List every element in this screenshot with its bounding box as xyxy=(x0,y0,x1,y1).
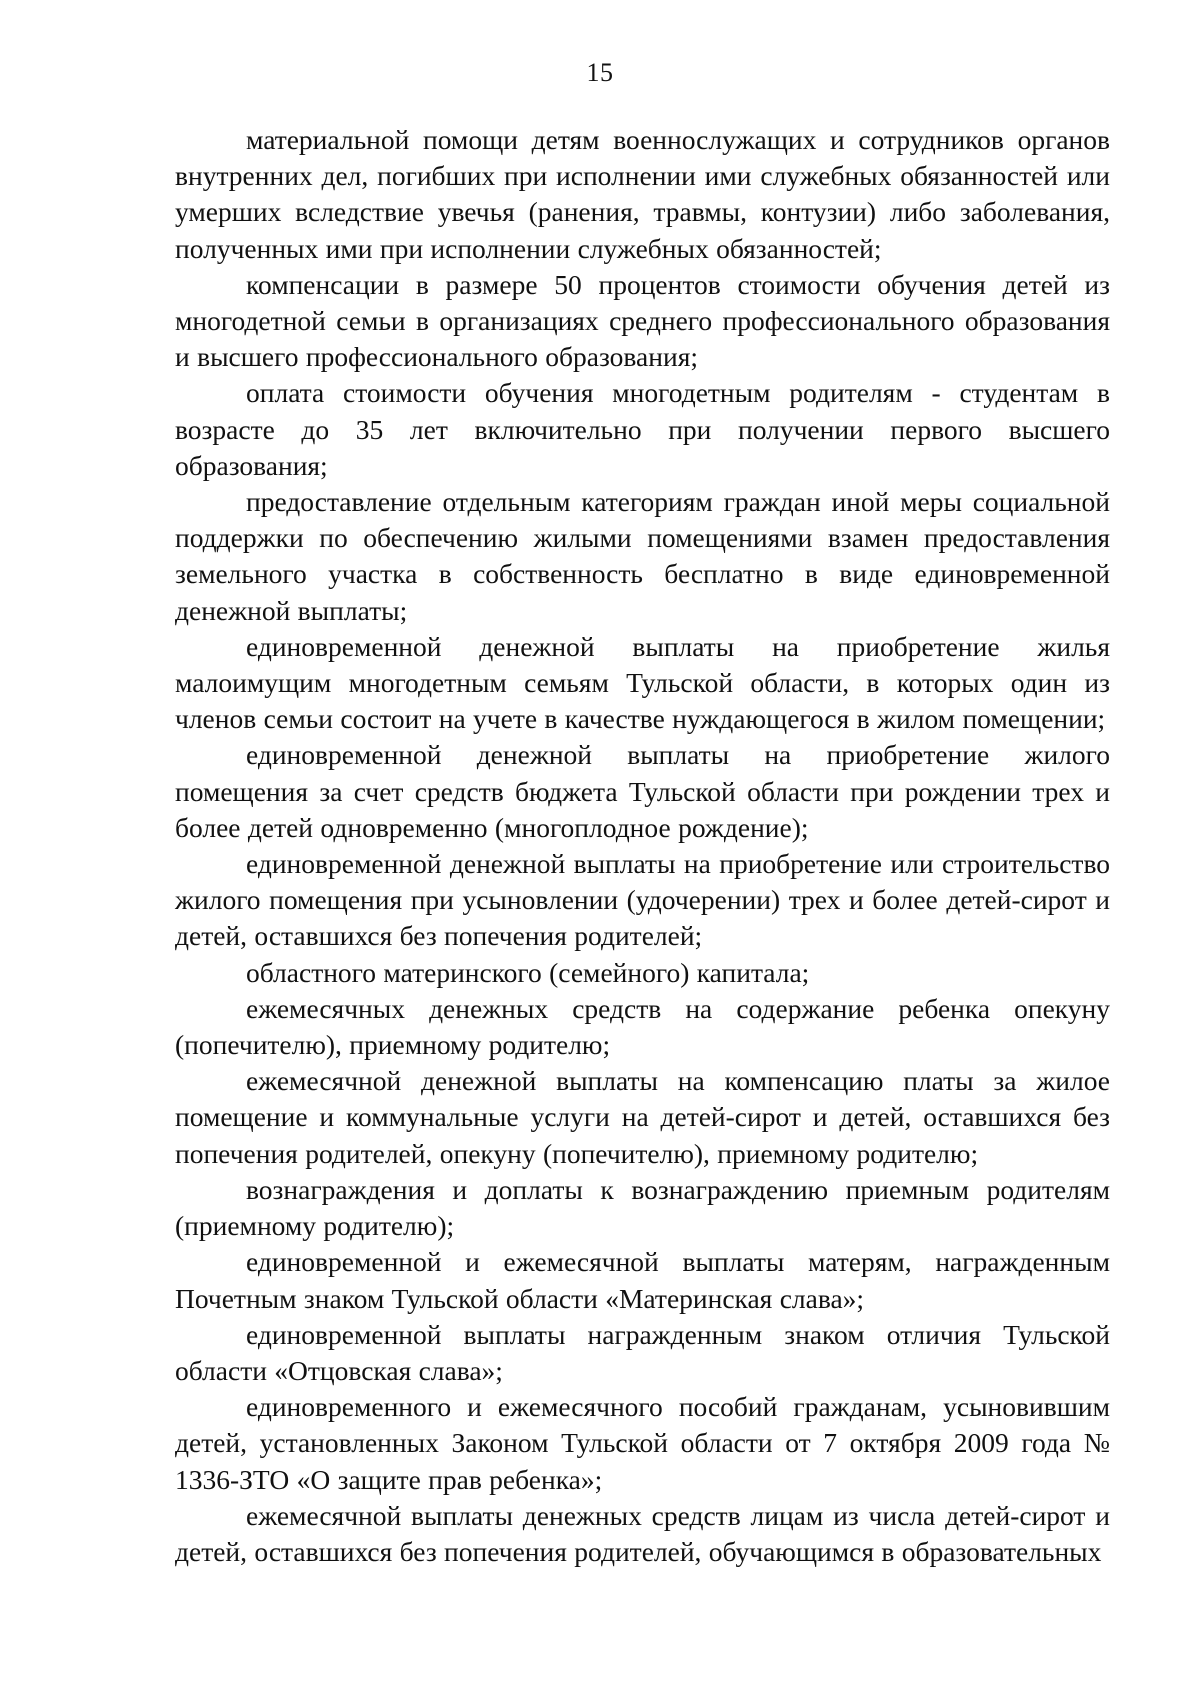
document-body xyxy=(175,122,1110,1570)
paragraph-large-family-tuition-compensation: компенсации в размере 50 процентов стоимости обучения детей из многодетной семьи в организациях среднего профессионального образования и высшего профессионального образования; xyxy=(175,268,1110,373)
paragraph-housing-multiple-birth: единовременной денежной выплаты на приобретение жилого помещения за счет средств бюджета Тульской области при рождении трех и более детей одновременно (многоплодное рождение); xyxy=(175,739,1110,843)
paragraph-orphan-students-payment: ежемесячной выплаты денежных средств лицам из числа детей-сирот и детей, оставшихся без попечения родителей, обучающимся в образовательных xyxy=(175,1499,1110,1567)
paragraph-paternal-glory-payment: единовременной выплаты награжденным знаком отличия Тульской области «Отцовская слава»; xyxy=(175,1318,1110,1386)
paragraph-housing-low-income-families: единовременной денежной выплаты на приобретение жилья малоимущим многодетным семьям Тульской области, в которых один из членов семьи состоит на учете в качестве нуждающегося в жилом помещении; xyxy=(175,630,1110,735)
paragraph-maternal-glory-payment: единовременной и ежемесячной выплаты матерям, награжденным Почетным знаком Тульской области «Материнская слава»; xyxy=(175,1246,1110,1314)
paragraph-land-plot-alternative: предоставление отдельным категориям граждан иной меры социальной поддержки по обеспечению жилыми помещениями взамен предоставления земельного участка в собственность бесплатно в виде единовременной денежной выплаты; xyxy=(175,486,1110,626)
page-number: 15 xyxy=(586,58,614,87)
paragraph-maternity-capital: областного материнского (семейного) капитала; xyxy=(246,956,810,988)
paragraph-housing-utilities-compensation: ежемесячной денежной выплаты на компенсацию платы за жилое помещение и коммунальные услуги на детей-сирот и детей, оставшихся без попечения родителей, опекуну (попечителю), приемному родителю; xyxy=(175,1065,1110,1169)
paragraph-adoption-allowances: единовременного и ежемесячного пособий гражданам, усыновившим детей, установленных Законом Тульской области от 7 октября 2009 года № 1336-ЗТО «О защите прав ребенка»; xyxy=(175,1391,1110,1495)
paragraph-continuation: материальной помощи детям военнослужащих и сотрудников органов внутренних дел, погибших при исполнении ими служебных обязанностей или умерших вследствие увечья (ранения, травмы, контузии) либо заболевания, полученных ими при исполнении служебных обязанностей; xyxy=(175,124,1110,264)
paragraph-foster-parent-remuneration: вознаграждения и доплаты к вознаграждению приемным родителям (приемному родителю); xyxy=(175,1173,1110,1242)
paragraph-student-parents-tuition: оплата стоимости обучения многодетным родителям - студентам в возрасте до 35 лет включительно при получении первого высшего образования; xyxy=(175,377,1110,481)
paragraph-guardian-child-support: ежемесячных денежных средств на содержание ребенка опекуну (попечителю), приемному родителю; xyxy=(175,992,1110,1061)
paragraph-housing-adoption: единовременной денежной выплаты на приобретение или строительство жилого помещения при усыновлении (удочерении) трех и более детей-сирот и детей, оставшихся без попечения родителей; xyxy=(175,848,1110,952)
